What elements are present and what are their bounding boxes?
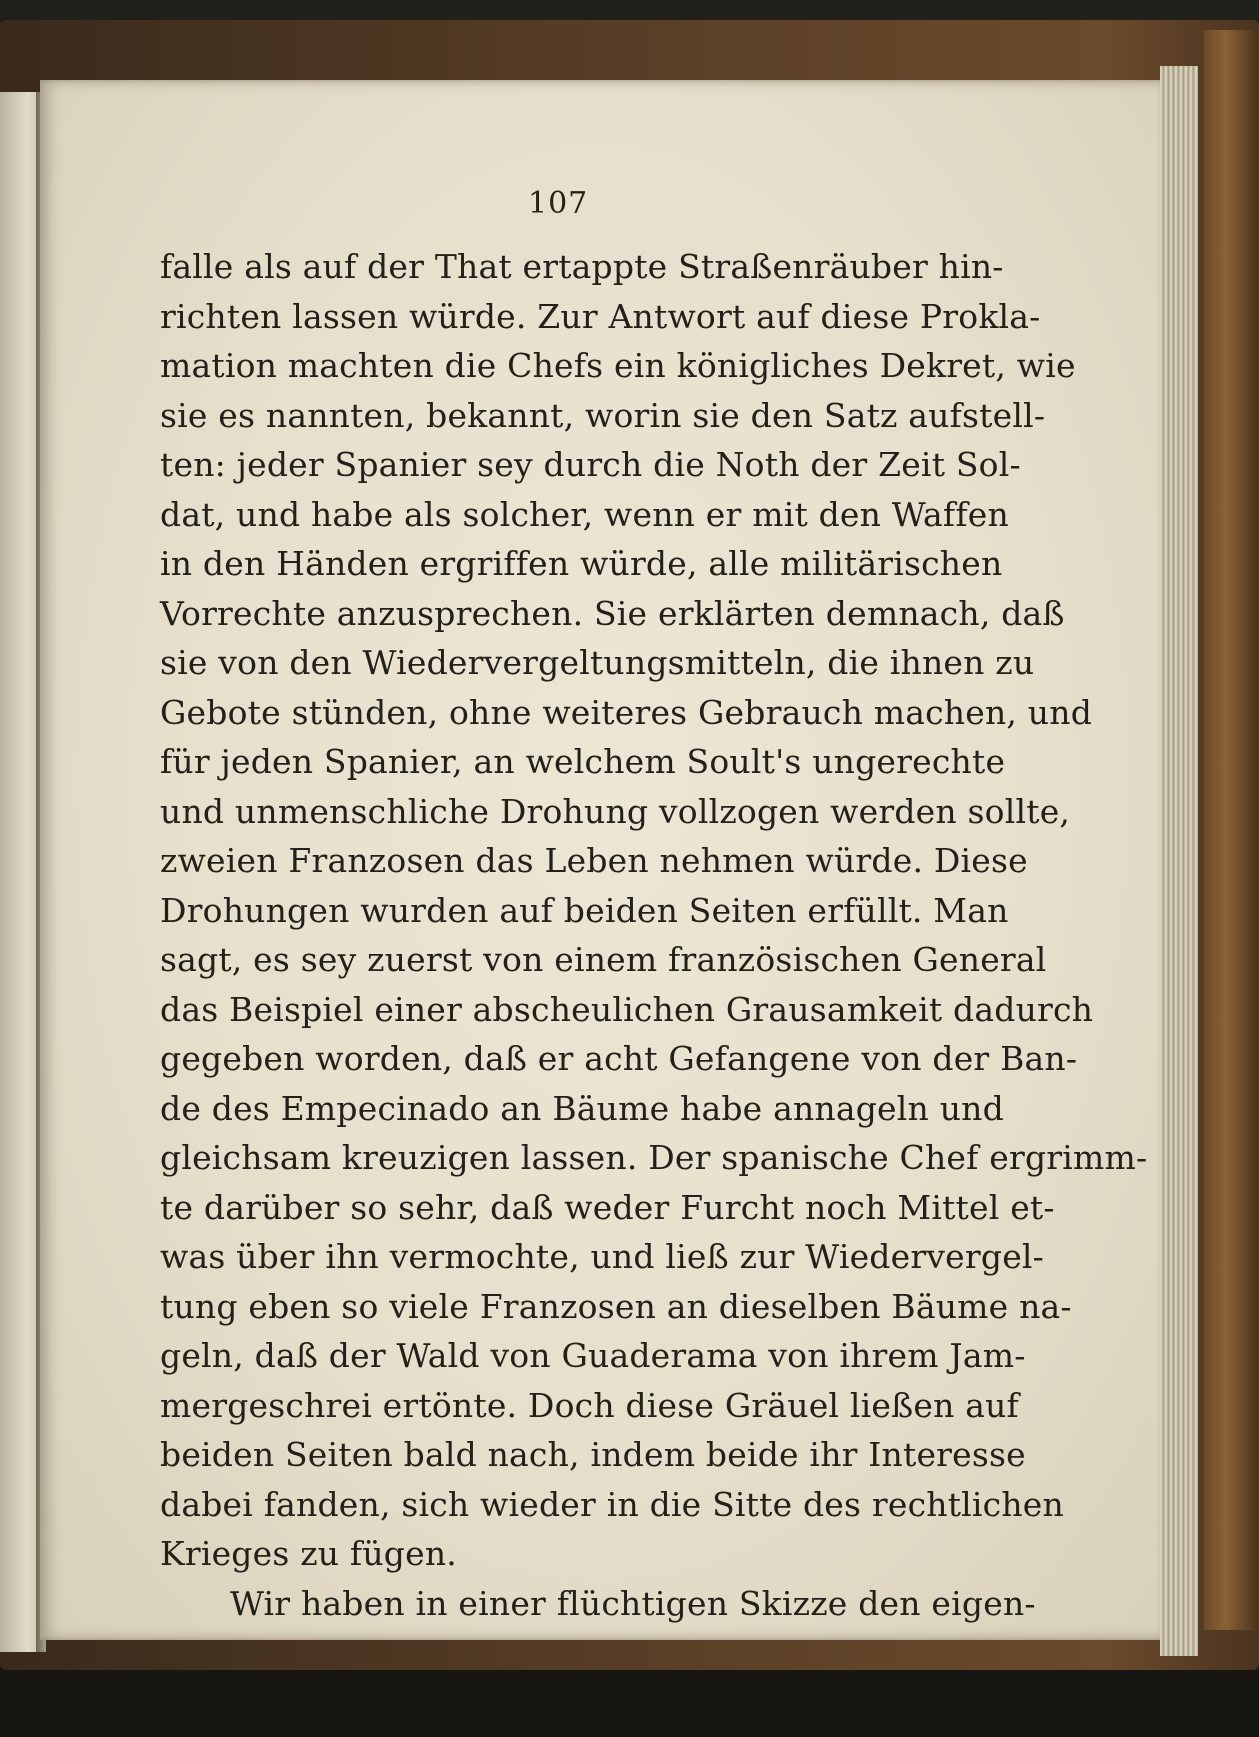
text-line: te darüber so sehr, daß weder Furcht noch Mittel et- <box>160 1187 1055 1227</box>
text-line: tung eben so viele Franzosen an dieselben Bäume na- <box>160 1286 1072 1326</box>
page-stack-edges <box>1160 66 1198 1656</box>
text-line: mation machten die Chefs ein königliches Dekret, wie <box>160 346 1076 385</box>
text-line: und unmenschliche Drohung vollzogen werden sollte, <box>160 791 1071 831</box>
text-line: Wir haben in einer flüchtigen Skizze den eigen- <box>230 1583 1036 1623</box>
text-line: de des Empecinado an Bäume habe annageln und <box>160 1088 1004 1128</box>
text-line: gegeben worden, daß er acht Gefangene von der Ban- <box>160 1039 1078 1078</box>
text-line: mergeschrei ertönte. Doch diese Gräuel ließen auf <box>160 1385 1019 1425</box>
text-line: das Beispiel einer abscheulichen Grausamkeit dadurch <box>160 989 1094 1029</box>
text-line: falle als auf der That ertappte Straßenräuber hin- <box>160 247 1004 286</box>
text-line: Drohungen wurden auf beiden Seiten erfüllt. Man <box>160 890 1009 930</box>
text-line: dat, und habe als solcher, wenn er mit den Waffen <box>160 494 1009 534</box>
page-number: 107 <box>528 186 589 221</box>
page-text <box>160 242 1148 1628</box>
text-line: dabei fanden, sich wieder in die Sitte des rechtlichen <box>160 1484 1064 1524</box>
left-page-edge <box>0 92 40 1652</box>
text-line: ten: jeder Spanier sey durch die Noth der Zeit Sol- <box>160 445 1021 484</box>
text-line: geln, daß der Wald von Guaderama von ihrem Jam- <box>160 1336 1026 1375</box>
text-line: Krieges zu fügen. <box>160 1534 457 1573</box>
text-line: sie es nannten, bekannt, worin sie den Satz aufstell- <box>160 395 1046 435</box>
text-line: in den Händen ergriffen würde, alle militärischen <box>160 544 1003 583</box>
text-line: sie von den Wiedervergeltungsmitteln, die ihnen zu <box>160 643 1035 682</box>
text-line: gleichsam kreuzigen lassen. Der spanische Chef ergrimm- <box>160 1138 1148 1177</box>
text-line: richten lassen würde. Zur Antwort auf diese Prokla- <box>160 296 1041 336</box>
text-line: zweien Franzosen das Leben nehmen würde. Diese <box>160 841 1028 880</box>
text-line: Gebote stünden, ohne weiteres Gebrauch machen, und <box>160 692 1093 732</box>
text-line: beiden Seiten bald nach, indem beide ihr Interesse <box>160 1435 1026 1474</box>
text-line: Vorrechte anzusprechen. Sie erklärten demnach, daß <box>160 593 1065 633</box>
text-line: sagt, es sey zuerst von einem französischen General <box>160 940 1047 979</box>
text-line: was über ihn vermochte, und ließ zur Wiedervergel- <box>160 1237 1045 1276</box>
text-line: für jeden Spanier, an welchem Soult's ungerechte <box>160 742 1006 781</box>
book-binding-edge <box>1204 30 1259 1630</box>
